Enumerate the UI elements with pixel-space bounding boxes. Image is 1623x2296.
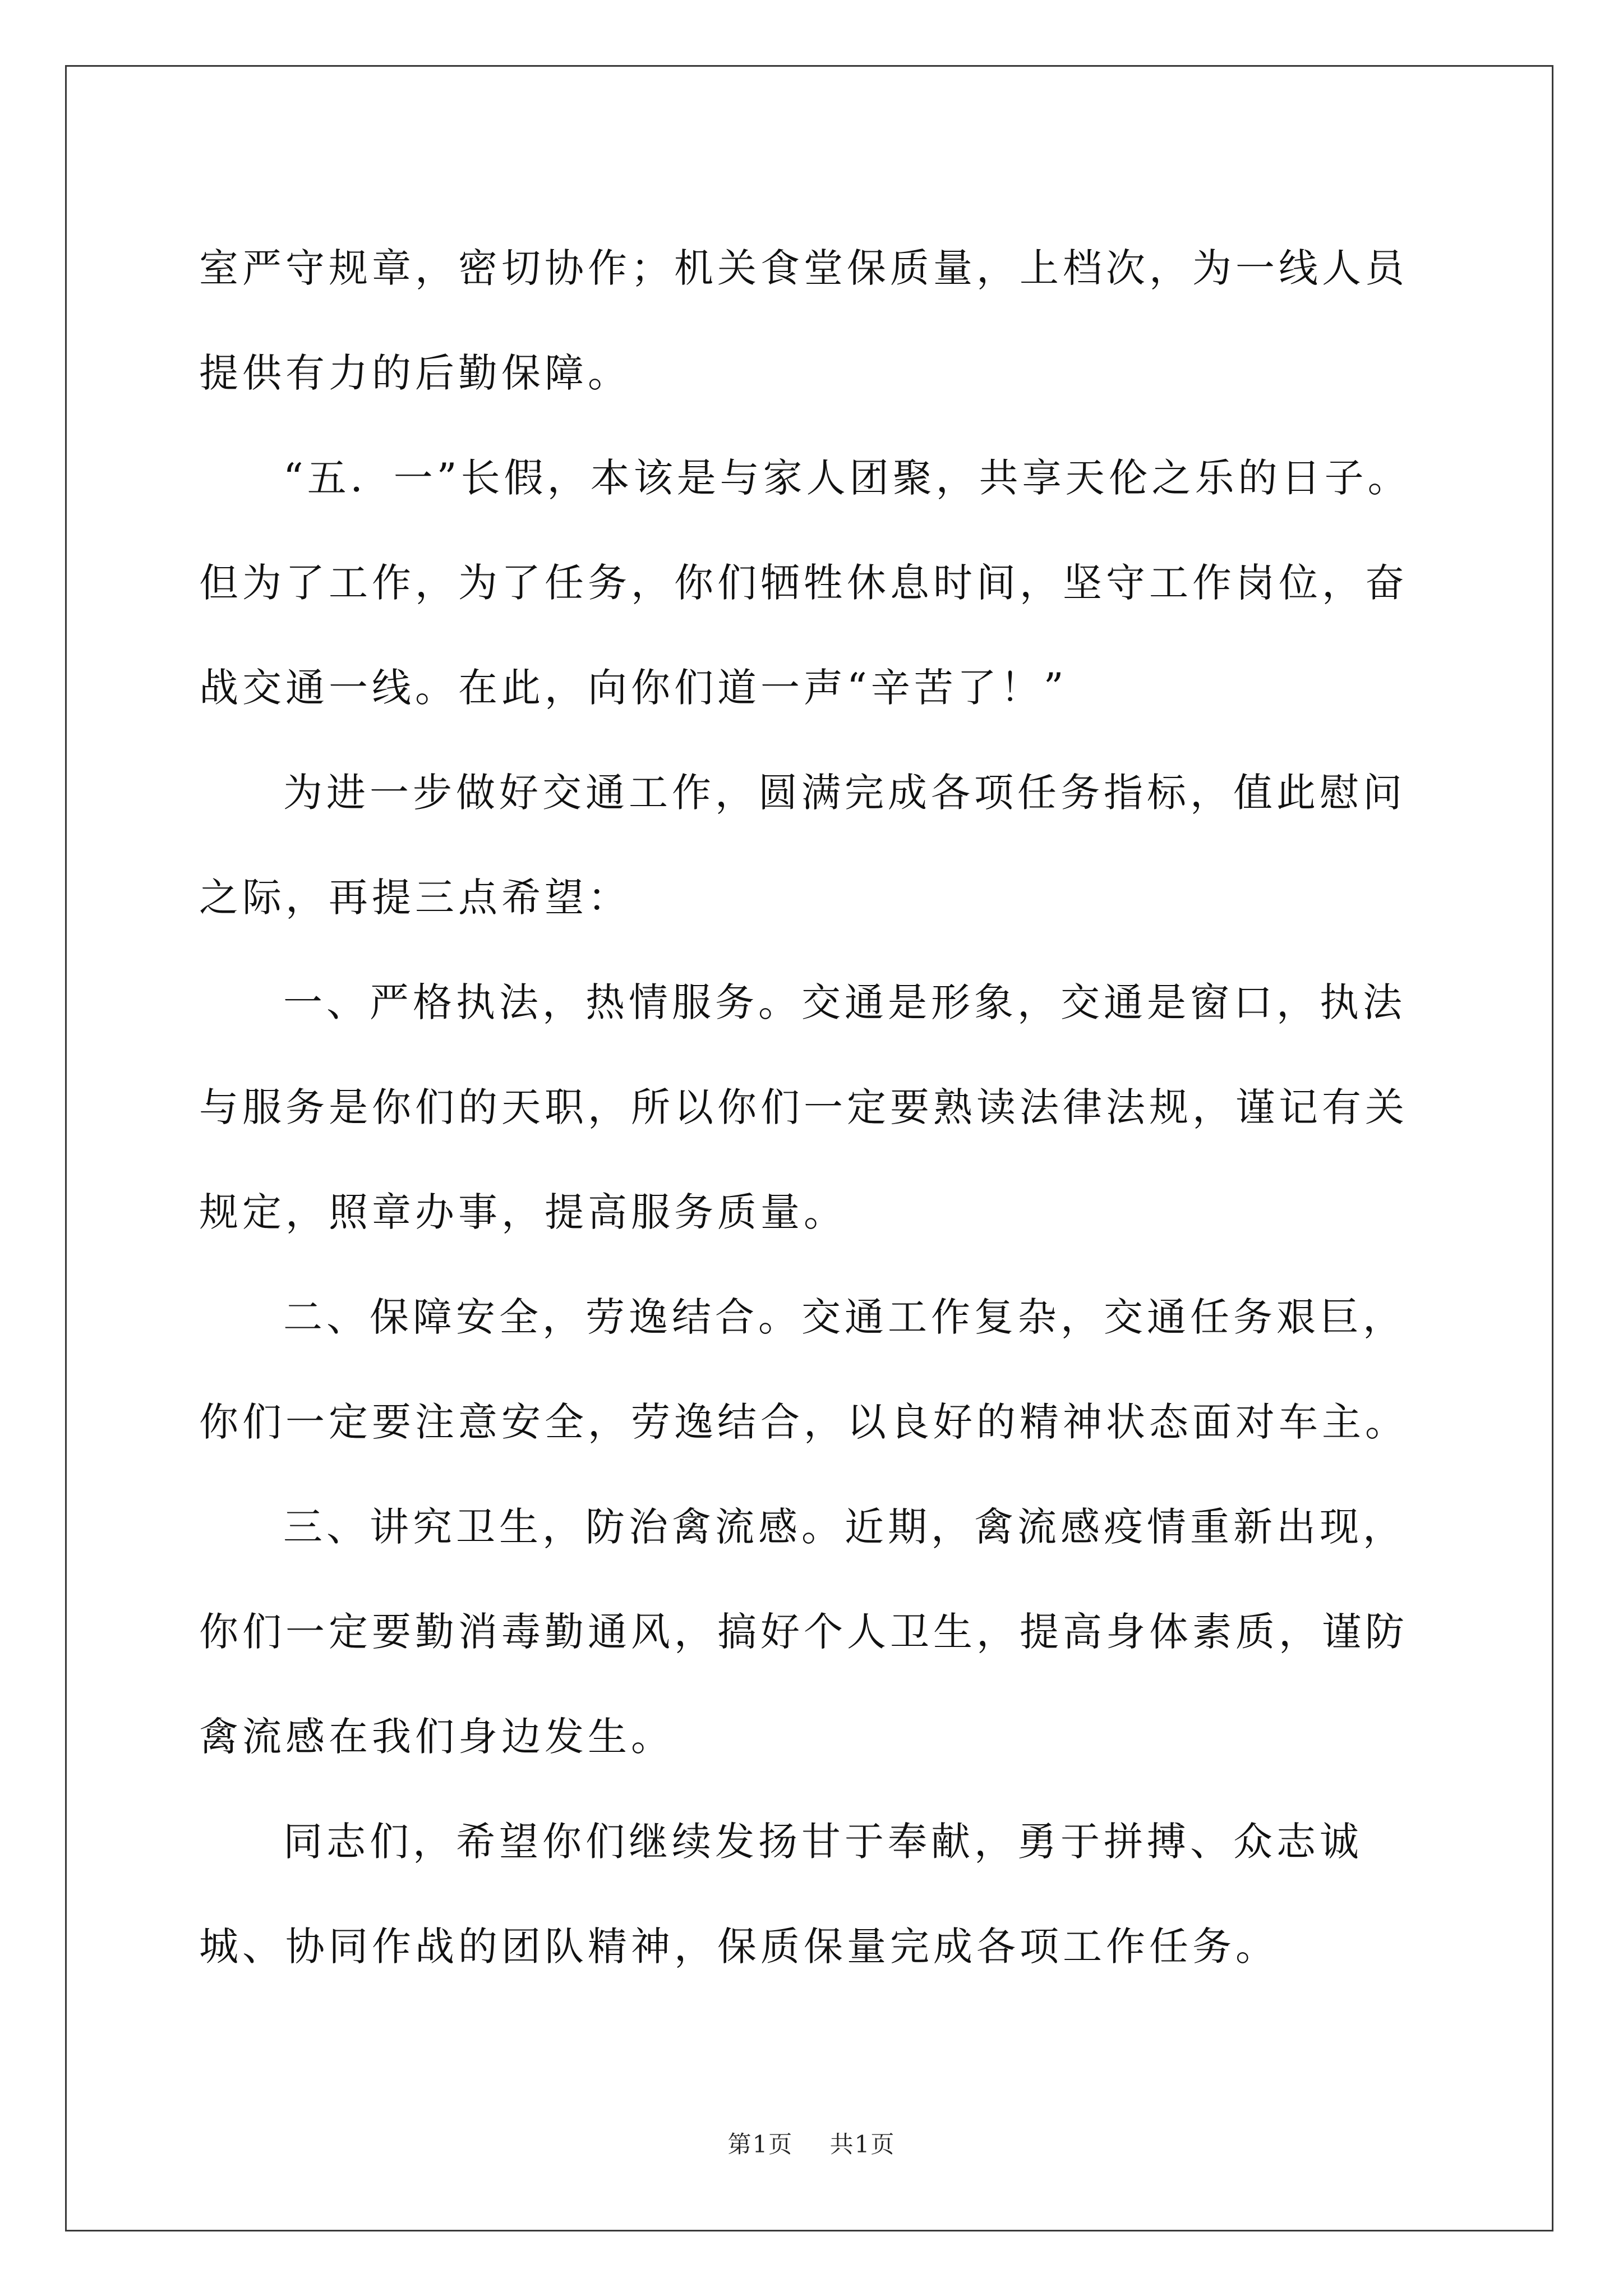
paragraph-hope-two: 二、保障安全，劳逸结合。交通工作复杂，交通任务艰巨，你们一定要注意安全，劳逸结合，以良好的精神状态面对车主。 [199,1294,1408,1445]
paragraph-continuation: 室严守规章，密切协作；机关食堂保质量，上档次，为一线人员提供有力的后勤保障。 [199,245,1408,396]
paragraph-holiday: “五．一”长假，本该是与家人团聚，共享天伦之乐的日子。但为了工作，为了任务，你们牺牲休息时间，坚守工作岗位，奋战交通一线。在此，向你们道一声“辛苦了！” [199,455,1411,711]
page-number: 第1页 [727,2131,794,2158]
document-body [199,216,1433,1999]
paragraph-hope-three: 三、讲究卫生，防治禽流感。近期，禽流感疫情重新出现，你们一定要勤消毒勤通风，搞好个人卫生，提高身体素质，谨防禽流感在我们身边发生。 [199,1504,1408,1760]
page-footer [0,2126,1623,2160]
paragraph-closing: 同志们，希望你们继续发扬甘于奉献，勇于拼搏、众志诚城、协同作战的团队精神，保质保量完成各项工作任务。 [199,1819,1363,1970]
page-total: 共1页 [829,2131,896,2158]
paragraph-hopes-intro: 为进一步做好交通工作，圆满完成各项任务指标，值此慰问之际，再提三点希望： [199,770,1406,921]
paragraph-hope-one: 一、严格执法，热情服务。交通是形象，交通是窗口，执法与服务是你们的天职，所以你们一定要熟读法律法规，谨记有关规定，照章办事，提高服务质量。 [199,979,1408,1235]
